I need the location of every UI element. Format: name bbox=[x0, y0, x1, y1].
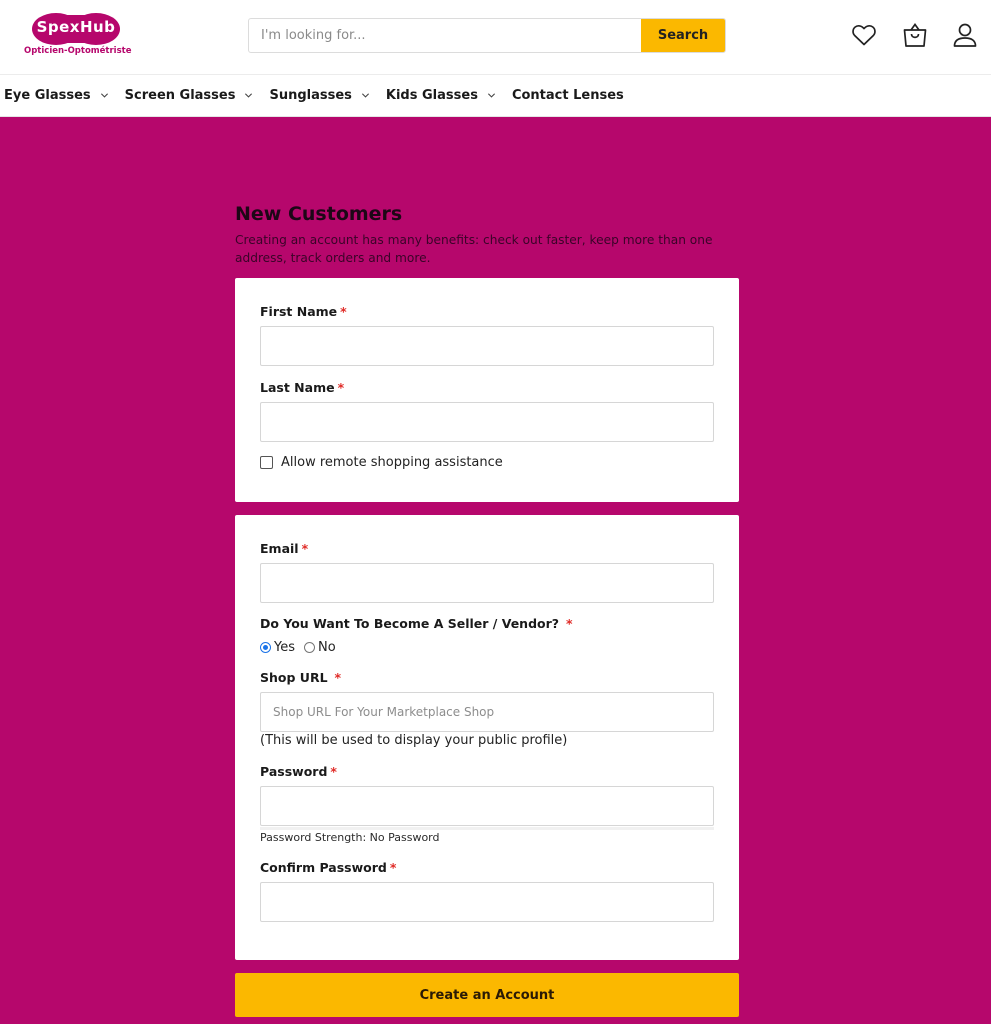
page-description: Creating an account has many benefits: check out faster, keep more than one address, track orders and more. bbox=[235, 233, 713, 265]
registration-intro bbox=[235, 203, 740, 267]
remote-assistance-checkbox[interactable] bbox=[260, 456, 273, 469]
remote-assistance-label[interactable]: Allow remote shopping assistance bbox=[281, 455, 503, 470]
user-icon bbox=[951, 21, 979, 49]
required-mark: * bbox=[389, 860, 397, 875]
email-label: Email * bbox=[260, 541, 309, 556]
remote-assistance-row bbox=[260, 455, 503, 470]
wishlist-button[interactable] bbox=[850, 21, 878, 49]
chevron-down-icon bbox=[100, 91, 109, 100]
nav-item-sunglasses[interactable] bbox=[269, 88, 369, 103]
nav-item-contact-lenses[interactable] bbox=[512, 88, 624, 103]
first-name-field[interactable] bbox=[260, 326, 714, 366]
password-strength-meter bbox=[260, 827, 714, 830]
chevron-down-icon bbox=[244, 91, 253, 100]
chevron-down-icon bbox=[361, 91, 370, 100]
seller-yes-radio[interactable] bbox=[260, 642, 271, 653]
seller-yes-label[interactable]: Yes bbox=[274, 640, 295, 655]
required-mark: * bbox=[301, 541, 309, 556]
site-header bbox=[0, 0, 991, 75]
nav-item-kids-glasses[interactable] bbox=[386, 88, 496, 103]
page-title: New Customers bbox=[235, 203, 403, 225]
shop-url-label: Shop URL * bbox=[260, 670, 342, 685]
seller-question-label: Do You Want To Become A Seller / Vendor? * bbox=[260, 616, 573, 631]
chevron-down-icon bbox=[487, 91, 496, 100]
nav-item-screen-glasses[interactable] bbox=[125, 88, 254, 103]
nav-item-label: Kids Glasses bbox=[385, 88, 478, 103]
nav-item-label: Screen Glasses bbox=[124, 88, 236, 103]
required-mark: * bbox=[337, 380, 345, 395]
search-button[interactable]: Search bbox=[641, 19, 725, 52]
required-mark: * bbox=[566, 616, 573, 631]
required-mark: * bbox=[330, 764, 337, 779]
nav-item-label: Sunglasses bbox=[269, 88, 352, 103]
password-field[interactable] bbox=[260, 786, 714, 826]
required-mark: * bbox=[334, 670, 342, 685]
account-info-card bbox=[235, 515, 739, 960]
shop-url-note: (This will be used to display your public profile) bbox=[260, 733, 568, 748]
nav-item-label: Contact Lenses bbox=[511, 88, 624, 103]
search-bar bbox=[248, 18, 726, 53]
shopping-bag-icon bbox=[901, 21, 929, 49]
last-name-field[interactable] bbox=[260, 402, 714, 442]
shop-url-field[interactable] bbox=[260, 692, 714, 732]
search-input[interactable] bbox=[249, 19, 641, 52]
confirm-password-field[interactable] bbox=[260, 882, 714, 922]
password-label: Password * bbox=[260, 764, 337, 779]
header-actions bbox=[850, 21, 980, 51]
seller-no-radio[interactable] bbox=[304, 642, 315, 653]
main-nav bbox=[0, 75, 991, 117]
email-field[interactable] bbox=[260, 563, 714, 603]
seller-radio-group bbox=[260, 640, 345, 655]
nav-item-eye-glasses[interactable] bbox=[4, 88, 109, 103]
brand-logo[interactable] bbox=[24, 13, 132, 59]
password-strength-text: Password Strength: No Password bbox=[260, 831, 440, 844]
logo-text: SpexHub bbox=[36, 18, 116, 36]
last-name-label: Last Name * bbox=[260, 380, 345, 395]
heart-icon bbox=[850, 21, 878, 49]
account-button[interactable] bbox=[951, 21, 979, 49]
required-mark: * bbox=[340, 304, 347, 319]
logo-tagline: Opticien-Optométriste bbox=[24, 46, 132, 56]
confirm-password-label: Confirm Password * bbox=[260, 860, 397, 875]
personal-info-card bbox=[235, 278, 739, 502]
nav-item-label: Eye Glasses bbox=[4, 88, 91, 103]
seller-no-label[interactable]: No bbox=[318, 640, 336, 655]
cart-button[interactable] bbox=[901, 21, 929, 49]
logo-badge bbox=[32, 13, 120, 45]
create-account-button[interactable]: Create an Account bbox=[235, 973, 739, 1017]
first-name-label: First Name * bbox=[260, 304, 347, 319]
